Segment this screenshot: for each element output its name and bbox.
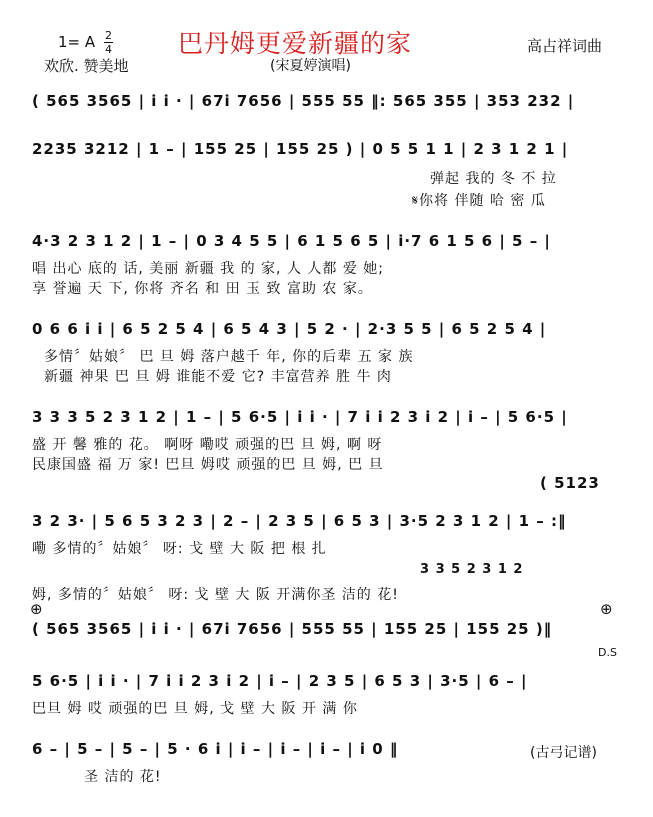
score-row-6-notes: 3 2 3· | 5 6 5 3 2 3 | 2 – | 2 3 5 | 6 5 3 | 3·5 2 3 1 2 | 1 – :‖ <box>32 512 567 530</box>
score-row-2-lyric-1: 弹起 我的 冬 不 拉 <box>430 171 557 187</box>
score-row-3-lyric-1: 唱 出心 底的 话, 美丽 新疆 我 的 家, 人 人都 爱 她; <box>32 261 385 277</box>
coda-sign-left: ⊕ <box>30 600 43 618</box>
score-row-8-notes: 5 6·5 | i i · | 7 i i 2 3 i 2 | i – | 2 3 5 | 6 5 3 | 3·5 | 6 – | <box>32 672 528 690</box>
score-row-2-notes: 2235 3212 | 1 – | 155 25 | 155 25 ) | 0 5 5 1 1 | 2 3 1 2 1 | <box>32 140 569 158</box>
score-row-5-pickup: ( 5123 <box>540 474 600 492</box>
transcriber-credit: (古弓记谱) <box>530 745 597 761</box>
meter-top: 2 <box>104 29 112 42</box>
score-row-7-notes: ( 565 3565 | i i · | 67i 7656 | 555 55 | 155 25 | 155 25 )‖ <box>32 620 553 638</box>
meter-bottom: 4 <box>104 43 112 56</box>
score-row-9-lyric-1: 圣 洁的 花! <box>84 769 162 785</box>
tempo-mood: 欢欣. 赞美地 <box>44 57 129 75</box>
score-row-9-notes: 6 – | 5 – | 5 – | 5 · 6 i | i – | i – | i – | i 0 ‖ <box>32 740 399 758</box>
score-row-1-notes: ( 565 3565 | i i · | 67i 7656 | 555 55 ‖: 565 355 | 353 232 | <box>32 92 575 110</box>
coda-sign-right: ⊕ <box>600 600 613 618</box>
score-row-5-lyric-1: 盛 开 馨 雅的 花。 啊呀 嘞哎 顽强的巴 旦 姆, 啊 呀 <box>32 437 383 453</box>
score-row-5-lyric-2: 民康国盛 福 万 家! 巴旦 姆哎 顽强的巴 旦 姆, 巴 旦 <box>32 457 384 473</box>
score-row-4-notes: 0 6 6 i i | 6 5 2 5 4 | 6 5 4 3 | 5 2 · | 2·3 5 5 | 6 5 2 5 4 | <box>32 320 547 338</box>
composer-credit: 高占祥词曲 <box>527 37 603 55</box>
dal-segno-mark: D.S <box>598 646 617 659</box>
score-row-2-lyric-2: 𝄋你将 伴随 哈 密 瓜 <box>412 193 546 209</box>
singer-credit: (宋夏婷演唱) <box>270 58 351 74</box>
score-row-4-lyric-2: 新疆 神果 巴 旦 姆 谁能不爱 它? 丰富营养 胜 牛 肉 <box>44 369 392 385</box>
score-row-6-lyric-2: 姆, 多情的〞姑娘〞 呀: 戈 壁 大 阪 开满你圣 洁的 花! <box>32 587 399 603</box>
score-row-5-notes: 3 3 3 5 2 3 1 2 | 1 – | 5 6·5 | i i · | 7 i i 2 3 i 2 | i – | 5 6·5 | <box>32 408 568 426</box>
key-signature <box>58 30 113 55</box>
score-row-8-lyric-1: 巴旦 姆 哎 顽强的巴 旦 姆, 戈 壁 大 阪 开 满 你 <box>32 701 358 717</box>
key-label: 1= A <box>58 33 96 51</box>
score-row-6-lyric-1: 嘞 多情的〞姑娘〞 呀: 戈 壁 大 阪 把 根 扎 <box>32 541 327 557</box>
score-row-4-lyric-1: 多情〞姑娘〞 巴 旦 姆 落户越千 年, 你的后辈 五 家 族 <box>44 349 414 365</box>
score-row-3-notes: 4·3 2 3 1 2 | 1 – | 0 3 4 5 5 | 6 1 5 6 5 | i·7 6 1 5 6 | 5 – | <box>32 232 551 250</box>
score-row-6-small-notes: 3 3 5 2 3 1 2 <box>420 562 524 577</box>
time-signature <box>104 30 113 55</box>
score-row-3-lyric-2: 享 誉遍 天 下, 你将 齐名 和 田 玉 致 富助 农 家。 <box>32 281 373 297</box>
song-title: 巴丹姆更爱新疆的家 <box>178 29 413 58</box>
